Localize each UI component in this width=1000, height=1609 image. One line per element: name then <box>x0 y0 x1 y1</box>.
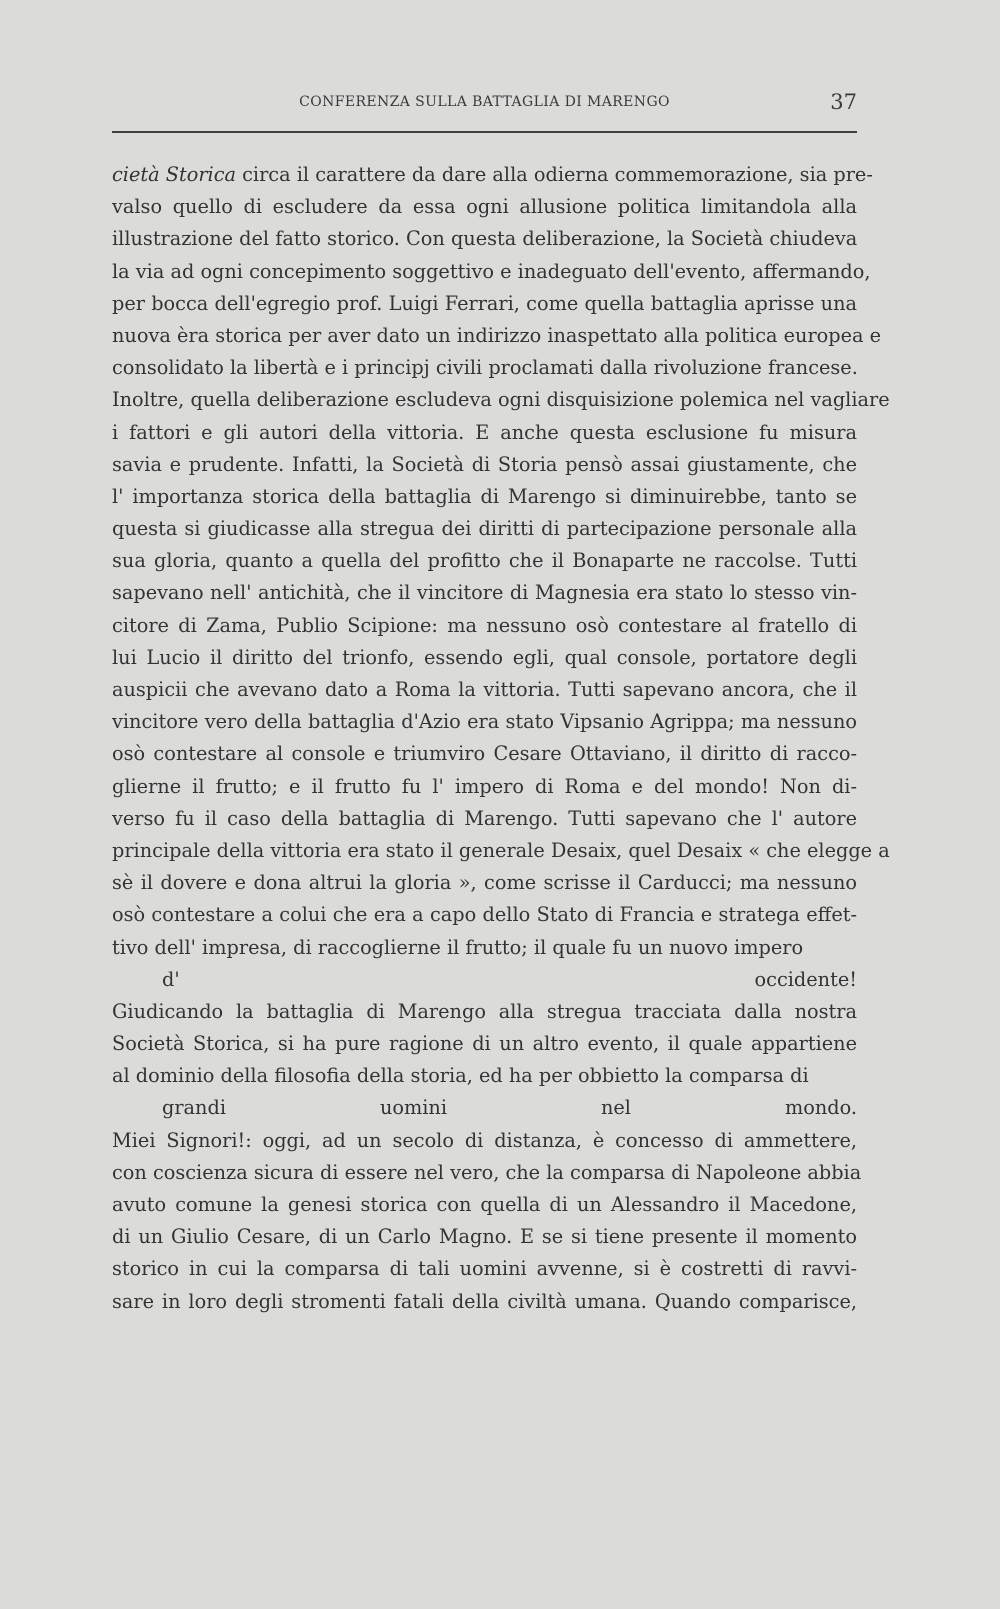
header-rule <box>112 131 857 133</box>
text-line: Inoltre, quella deliberazione escludeva ogni disquisizione polemica nel vagliare <box>112 388 890 412</box>
text-line: osò contestare al console e triumviro Cesare Ottaviano, il diritto di racco- <box>112 742 857 766</box>
text-line: la via ad ogni concepimento soggettivo e inadeguato dell'evento, affermando, <box>112 259 871 283</box>
body-text <box>112 159 890 1318</box>
text-line: sare in loro degli stromenti fatali della civiltà umana. Quando comparisce, <box>112 1289 857 1313</box>
text-line: Società Storica, si ha pure ragione di un altro evento, il quale appartiene <box>112 1032 857 1056</box>
text-line: citore di Zama, Publio Scipione: ma nessuno osò contestare al fratello di <box>112 613 857 637</box>
italic-phrase: cietà Storica <box>112 163 236 186</box>
text-line: Miei Signori!: oggi, ad un secolo di distanza, è concesso di ammettere, <box>112 1128 857 1152</box>
page-number: 37 <box>830 90 857 114</box>
text-line: storico in cui la comparsa di tali uomini avvenne, si è costretti di ravvi- <box>112 1257 857 1281</box>
text-line: valso quello di escludere da essa ogni allusione politica limitandola alla <box>112 195 857 219</box>
text-line: l' importanza storica della battaglia di Marengo si diminuirebbe, tanto se <box>112 484 857 508</box>
text-line: auspicii che avevano dato a Roma la vittoria. Tutti sapevano ancora, che il <box>112 678 857 701</box>
text-line: i fattori e gli autori della vittoria. E anche questa esclusione fu misura <box>112 420 857 444</box>
text-line: sua gloria, quanto a quella del profitto che il Bonaparte ne raccolse. Tutti <box>112 549 857 573</box>
text-line: osò contestare a colui che era a capo dello Stato di Francia e stratega effet- <box>112 903 857 927</box>
text-line <box>112 159 873 191</box>
text-line: Giudicando la battaglia di Marengo alla stregua tracciata dalla nostra <box>112 999 857 1023</box>
running-title: CONFERENZA SULLA BATTAGLIA DI MARENGO <box>299 94 670 110</box>
text-line: sè il dovere e dona altrui la gloria », come scrisse il Carducci; ma nessuno <box>112 871 857 895</box>
text-line: di un Giulio Cesare, di un Carlo Magno. E se si tiene presente il momento <box>112 1225 857 1249</box>
text-line: per bocca dell'egregio prof. Luigi Ferrari, come quella battaglia aprisse una <box>112 291 857 315</box>
text-line: glierne il frutto; e il frutto fu l' impero di Roma e del mondo! Non di- <box>112 774 857 798</box>
text-line: con coscienza sicura di essere nel vero, che la comparsa di Napoleone abbia <box>112 1160 862 1184</box>
text-line: verso fu il caso della battaglia di Marengo. Tutti sapevano che l' autore <box>112 806 857 830</box>
text-line: questa si giudicasse alla stregua dei diritti di partecipazione personale alla <box>112 517 857 541</box>
text-line: tivo dell' impresa, di raccoglierne il frutto; il quale fu un nuovo impero <box>112 935 804 959</box>
text-line-rest: circa il carattere da dare alla odierna commemorazione, sia pre- <box>236 163 873 186</box>
text-line: savia e prudente. Infatti, la Società di Storia pensò assai giustamente, che <box>112 452 857 476</box>
text-line: consolidato la libertà e i principj civili proclamati dalla rivoluzione francese. <box>112 356 858 380</box>
text-line: avuto comune la genesi storica con quella di un Alessandro il Macedone, <box>112 1193 857 1216</box>
text-line: principale della vittoria era stato il generale Desaix, quel Desaix « che elegge a <box>112 838 890 862</box>
text-line: al dominio della filosofia della storia, ed ha per obbietto la comparsa di <box>112 1064 809 1088</box>
text-line: lui Lucio il diritto del trionfo, essendo egli, qual console, portatore degli <box>112 645 857 669</box>
text-line: vincitore vero della battaglia d'Azio era stato Vipsanio Agrippa; ma nessuno <box>112 710 857 734</box>
running-head <box>112 92 857 122</box>
text-line: grandi uomini nel mondo. <box>162 1096 857 1120</box>
text-line: sapevano nell' antichità, che il vincitore di Magnesia era stato lo stesso vin- <box>112 581 857 605</box>
text-line: nuova èra storica per aver dato un indirizzo inaspettato alla politica europea e <box>112 323 882 347</box>
text-line: d' occidente! <box>162 967 857 991</box>
text-line: illustrazione del fatto storico. Con questa deliberazione, la Società chiudeva <box>112 227 858 251</box>
